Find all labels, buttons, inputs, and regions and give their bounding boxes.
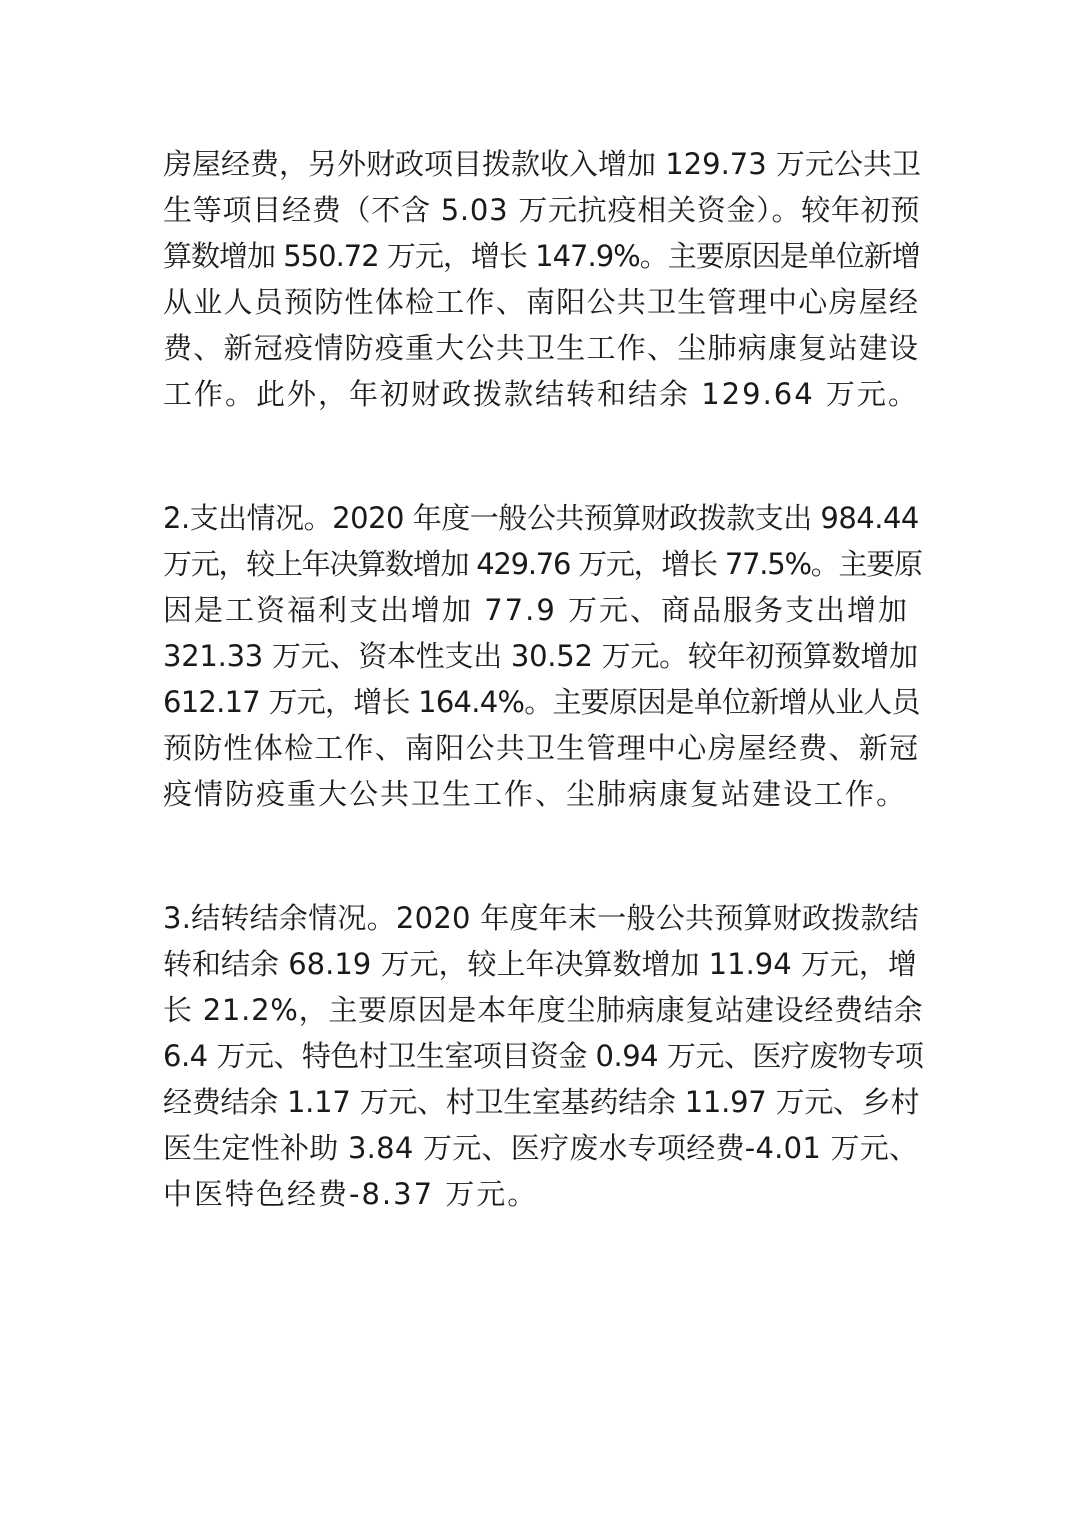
text-line: 预防性体检工作、南阳公共卫生管理中心房屋经费、新冠 — [163, 731, 920, 765]
text-line: 万元，较上年决算数增加 429.76 万元，增长 77.5%。主要原 — [163, 547, 922, 581]
text-line: 生等项目经费（不含 5.03 万元抗疫相关资金）。较年初预 — [163, 193, 921, 227]
text-line: 房屋经费，另外财政项目拨款收入增加 129.73 万元公共卫 — [163, 147, 921, 181]
text-line: 工作。此外，年初财政拨款结转和结余 129.64 万元。 — [163, 377, 919, 411]
text-line: 转和结余 68.19 万元，较上年决算数增加 11.94 万元，增 — [163, 947, 917, 981]
text-line: 长 21.2%，主要原因是本年度尘肺病康复站建设经费结余 — [163, 993, 924, 1027]
paragraph-expenditure — [163, 495, 923, 817]
text-line: 算数增加 550.72 万元，增长 147.9%。主要原因是单位新增 — [163, 239, 920, 273]
text-line: 3.结转结余情况。2020 年度年末一般公共预算财政拨款结 — [163, 901, 919, 935]
text-line: 经费结余 1.17 万元、村卫生室基药结余 11.97 万元、乡村 — [163, 1085, 920, 1119]
text-line: 321.33 万元、资本性支出 30.52 万元。较年初预算数增加 — [163, 639, 918, 673]
text-line: 费、新冠疫情防疫重大公共卫生工作、尘肺病康复站建设 — [163, 331, 920, 365]
text-line: 从业人员预防性体检工作、南阳公共卫生管理中心房屋经 — [163, 285, 920, 319]
text-line: 612.17 万元，增长 164.4%。主要原因是单位新增从业人员 — [163, 685, 920, 719]
text-line: 医生定性补助 3.84 万元、医疗废水专项经费-4.01 万元、 — [163, 1131, 919, 1165]
text-line: 2.支出情况。2020 年度一般公共预算财政拨款支出 984.44 — [163, 501, 919, 535]
text-line: 中医特色经费-8.37 万元。 — [163, 1177, 539, 1211]
paragraph-carryover-balance — [163, 895, 923, 1217]
text-line: 因是工资福利支出增加 77.9 万元、商品服务支出增加 — [163, 593, 910, 627]
paragraph-income-continuation — [163, 141, 923, 417]
text-line: 6.4 万元、特色村卫生室项目资金 0.94 万元、医疗废物专项 — [163, 1039, 924, 1073]
text-line: 疫情防疫重大公共卫生工作、尘肺病康复站建设工作。 — [163, 777, 908, 811]
